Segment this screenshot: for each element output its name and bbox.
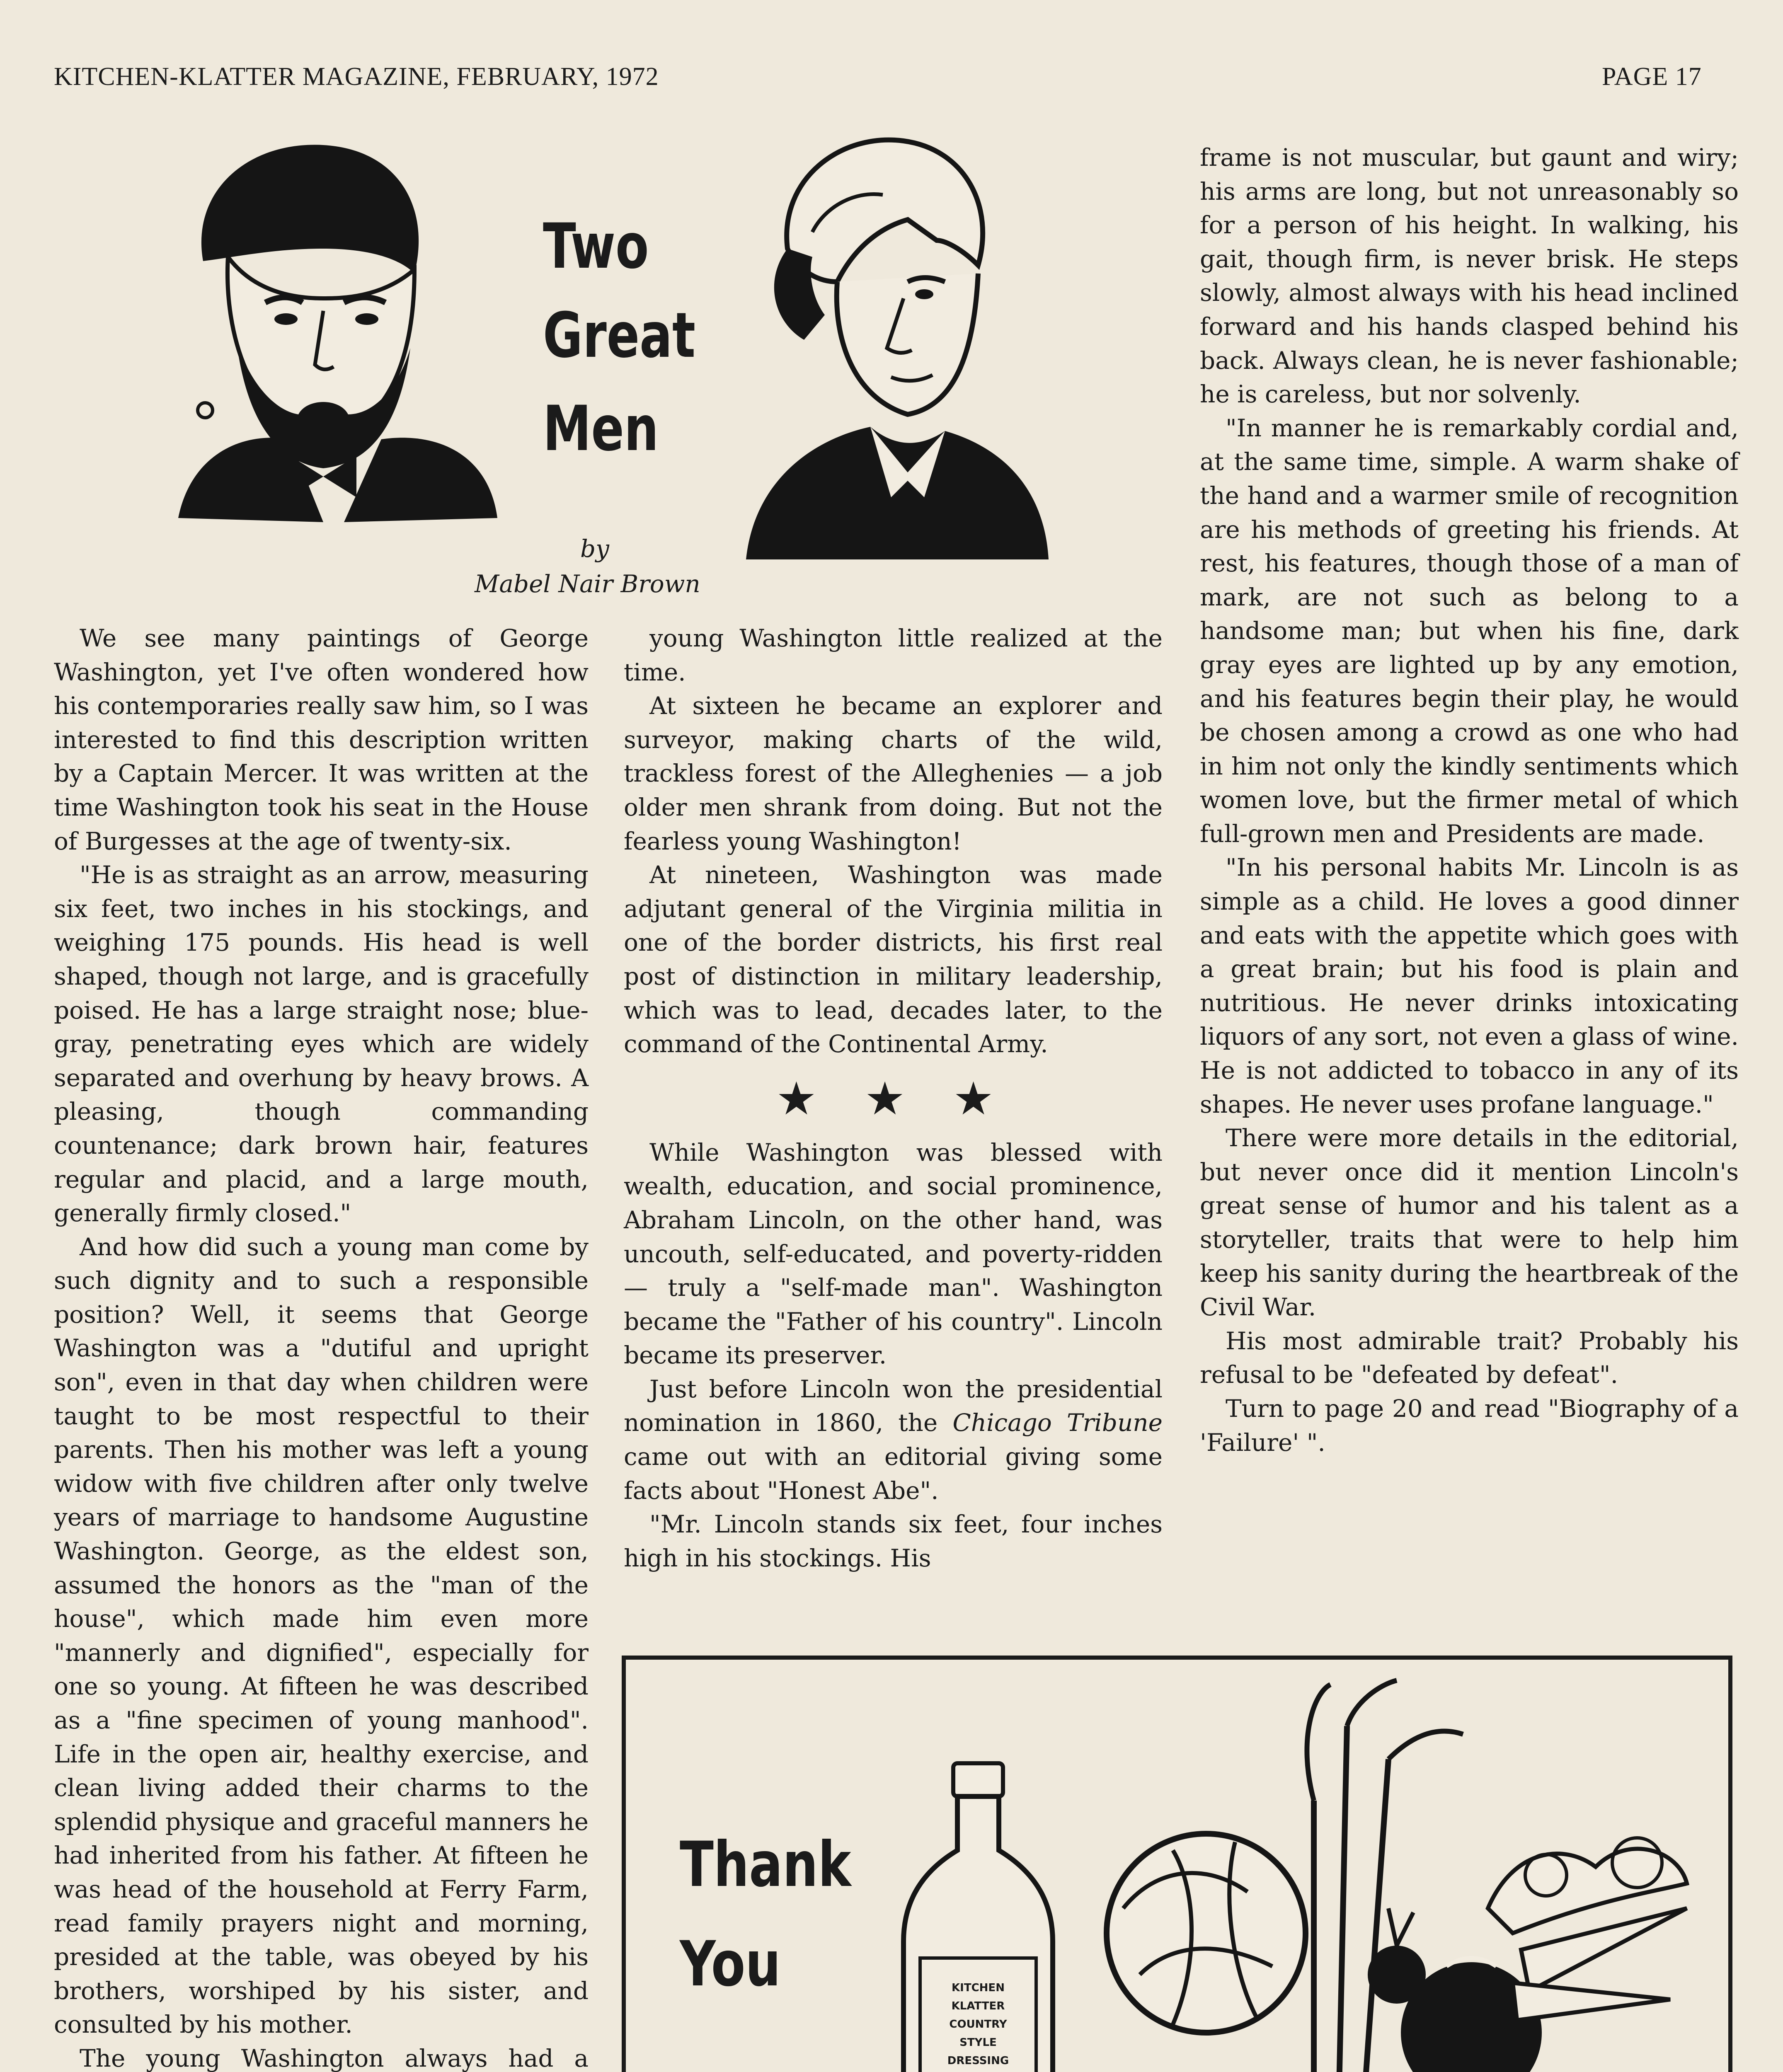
title-line-3: Men [543,393,659,465]
paragraph: "Mr. Lincoln stands six feet, four inches high in his stockings. His [624,1510,1163,1572]
paragraph: At sixteen he became an explorer and surveyor, making charts of the wild, trackless forest of the Alleghenies — a job older men shrank from doing. But not the fearless young Washington! [624,692,1163,855]
paragraph: There were more details in the editorial, but never once did it mention Lincoln's great sense of humor and his talent as a storyteller, traits that were to help him keep his sanity during the heartbreak of the Civil War. [1200,1124,1739,1322]
paragraph: "In manner he is remarkably cordial and, at the same time, simple. A warm shake of the hand and a warmer smile of recognition are his methods of greeting his friends. At rest, his features, though those of a man of mark, are not such as belong to a handsome man; but when his fine, dark gray eyes are lighted up by any emotion, and his features begin their play, he would be chosen among a crowd as one who had in him not only the kindly sentiments which women love, but the firmer metal of which full-grown men and Presidents are made. [1200,414,1739,848]
paragraph: young Washington little realized at the time. [624,624,1163,686]
lincoln-portrait-icon [166,124,531,522]
byline-by: by [580,535,609,563]
paragraph [624,1372,1163,1508]
running-header-title: KITCHEN-KLATTER MAGAZINE, FEBRUARY, 1972 [54,63,659,91]
bottle-label-line: KLATTER [951,2000,1005,2012]
paragraph: frame is not muscular, but gaunt and wiry; his arms are long, but not unreasonably so for a person of his height. In walking, his gait, though firm, is never brisk. He steps slowly, almost always with his head inclined forward and his hands clasped behind his back. Always clean, he is never fashionable; he is careless, but nor solvenly. [1200,143,1739,409]
page-number: PAGE 17 [1602,63,1702,91]
paragraph: His most admirable trait? Probably his refusal to be "defeated by defeat". [1200,1326,1739,1389]
bottle-label-line: STYLE [959,2036,997,2049]
bottle-label-line: COUNTRY [949,2018,1007,2031]
bottle-label [924,1979,1032,2070]
ad-headline-you: You [680,1928,781,2000]
paragraph: We see many paintings of George Washington, yet I've often wondered how his contemporaries really saw him, so I was interested to find this description written by a Captain Mercer. It was written at the time Washington took his seat in the House of Burgesses at the age of twenty-six. [54,624,589,855]
text-run: came out with an editorial giving some facts about "Honest Abe". [624,1443,1163,1505]
paragraph: And how did such a young man come by such dignity and to such a responsible position? Well, it seems that George Washington was a "dutiful and upright son", even in that day when children were taught to be most respectful to their parents. Then his mother was left a young widow with five children after only twelve years of marriage to handsome Augustine Washington. George, as the eldest son, assumed the honors as the "man of the house", which made him even more "mannerly and dignified", especially for one so young. At fifteen he was described as a "fine specimen of young manhood". Life in the open air, healthy exercise, and clean living added their charms to the splendid physique and graceful manners he had inherited from his father. At fifteen he was head of the household at Ferry Farm, read family prayers night and morning, presided at the table, was obeyed by his brothers, worshiped by his sister, and consulted by his mother. [54,1232,589,2039]
article-column-3 [1200,141,1739,1460]
paragraph: "In his personal habits Mr. Lincoln is as simple as a child. He loves a good dinner and eats with the appetite which goes with a great brain; but his food is plain and nutritious. He never drinks intoxicating liquors of any sort, not even a glass of wine. He is not addicted to tobacco in any of its shapes. He never uses profane language." [1200,853,1739,1118]
dressing-advertisement [622,1656,1732,2072]
byline-author: Mabel Nair Brown [475,570,700,598]
title-line-2: Great [543,300,695,372]
bottle-label-line: DRESSING [947,2055,1009,2067]
section-divider-stars: ★ ★ ★ [776,1072,1010,1125]
bottle-label-line: KITCHEN [952,1982,1005,1994]
paragraph: The young Washington always had a [80,2044,589,2072]
article-column-1 [54,622,589,2072]
paragraph: While Washington was blessed with wealth, education, and social prominence, Abraham Lincoln, on the other hand, was uncouth, self-educated, and poverty-ridden — truly a "self-made man". Washington became the "Father of his country". Lincoln became its preserver. [624,1138,1163,1370]
washington-portrait-icon [729,124,1053,564]
article-column-2 [624,622,1163,1575]
paragraph: Turn to page 20 and read "Biography of a 'Failure' ". [1200,1394,1739,1457]
ad-headline-thank: Thank [680,1829,851,1901]
text-run: Just before Lincoln won the presidential nomination in 1860, the [624,1375,1163,1437]
paragraph: "He is as straight as an arrow, measuring six feet, two inches in his stockings, and weighing 175 pounds. His head is well shaped, though not large, and is gracefully poised. He has a large straight nose; blue-gray, penetrating eyes which are widely separated and overhung by heavy brows. A pleasing, though commanding countenance; dark brown hair, features regular and placid, and a large mouth, generally firmly closed." [54,861,589,1227]
title-line-1: Two [543,211,649,283]
paragraph: At nineteen, Washington was made adjutant general of the Virginia militia in one of the border districts, his first real post of distinction in military leadership, which was to lead, decades later, to the command of the Continental Army. [624,861,1163,1058]
newspaper-title: Chicago Tribune [952,1409,1163,1437]
vegetables-icon [1098,1676,1699,2072]
